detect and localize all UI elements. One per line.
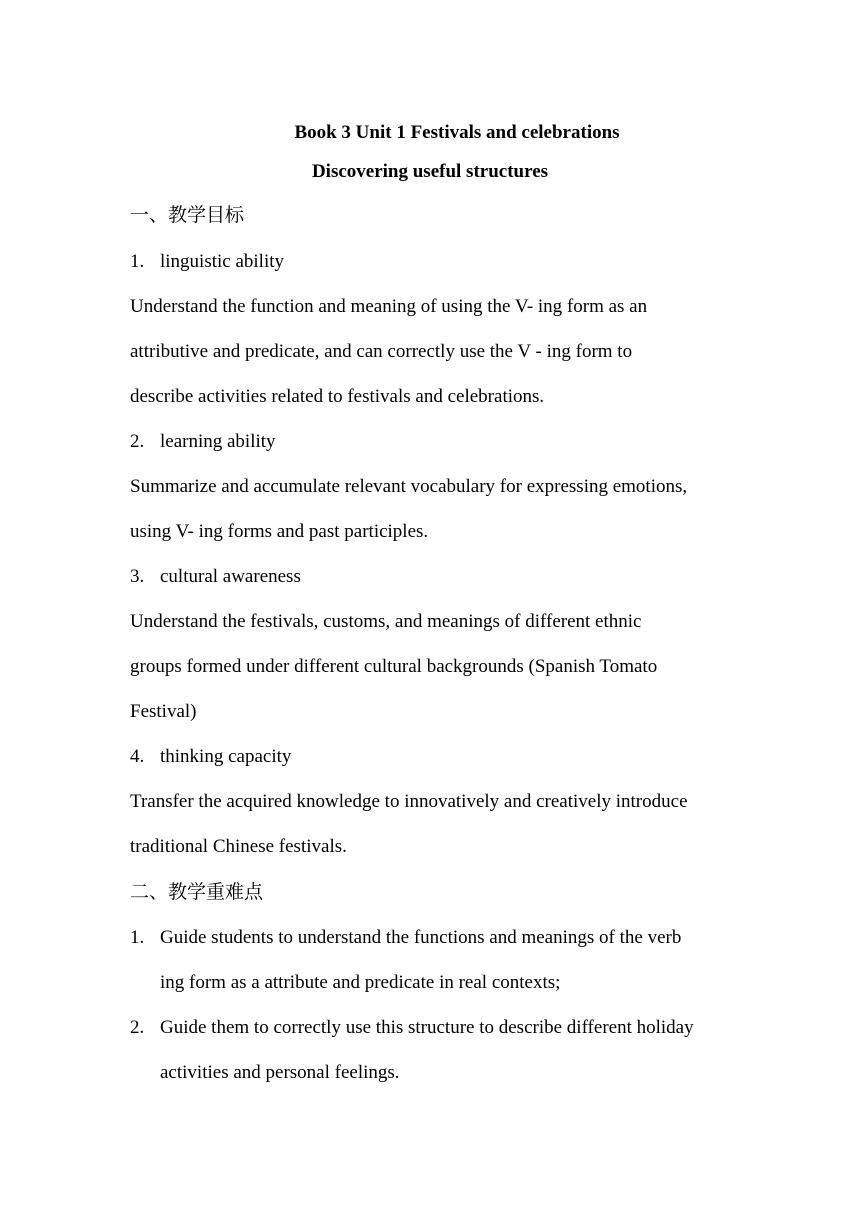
objective-label: linguistic ability (160, 251, 285, 272)
objective-4-body-line-1: Transfer the acquired knowledge to innovatively and creatively introduce (130, 791, 688, 812)
objective-3-body-line-1: Understand the festivals, customs, and meanings of different ethnic (130, 611, 642, 632)
section2-heading: 二、教学重难点 (130, 882, 264, 903)
key-point-text: Guide students to understand the functions and meanings of the verb (160, 927, 682, 948)
objective-3-label-line (130, 566, 740, 588)
key-point-number: 1. (130, 927, 145, 948)
document-title: Book 3 Unit 1 Festivals and celebrations (294, 122, 620, 143)
objective-label: cultural awareness (160, 566, 301, 587)
key-point-1-line-2: ing form as a attribute and predicate in real contexts; (160, 972, 561, 993)
objective-number: 3. (130, 566, 145, 587)
key-point-number: 2. (130, 1017, 145, 1038)
document-subtitle: Discovering useful structures (311, 161, 549, 182)
objective-3-body-line-2: groups formed under different cultural backgrounds (Spanish Tomato (130, 656, 658, 677)
objective-number: 2. (130, 431, 145, 452)
objective-1-label-line (130, 251, 740, 273)
objective-4-label-line (130, 746, 740, 768)
objective-2-label-line (130, 431, 740, 453)
objective-label: thinking capacity (160, 746, 292, 767)
objective-1-body-line-1: Understand the function and meaning of using the V- ing form as an (130, 296, 648, 317)
key-point-1-line-1 (130, 927, 740, 949)
objective-2-body-line-2: using V- ing forms and past participles. (130, 521, 429, 542)
objective-2-body-line-1: Summarize and accumulate relevant vocabulary for expressing emotions, (130, 476, 688, 497)
objective-4-body-line-2: traditional Chinese festivals. (130, 836, 347, 857)
objective-label: learning ability (160, 431, 276, 452)
objective-1-body-line-3: describe activities related to festivals and celebrations. (130, 386, 545, 407)
key-point-2-line-2: activities and personal feelings. (160, 1062, 400, 1083)
objective-number: 4. (130, 746, 145, 767)
objective-1-body-line-2: attributive and predicate, and can correctly use the V - ing form to (130, 341, 633, 362)
section1-heading: 一、教学目标 (130, 205, 245, 226)
key-point-2-line-1 (130, 1017, 740, 1039)
key-point-text: Guide them to correctly use this structure to describe different holiday (160, 1017, 694, 1038)
objective-3-body-line-3: Festival) (130, 701, 197, 722)
objective-number: 1. (130, 251, 145, 272)
